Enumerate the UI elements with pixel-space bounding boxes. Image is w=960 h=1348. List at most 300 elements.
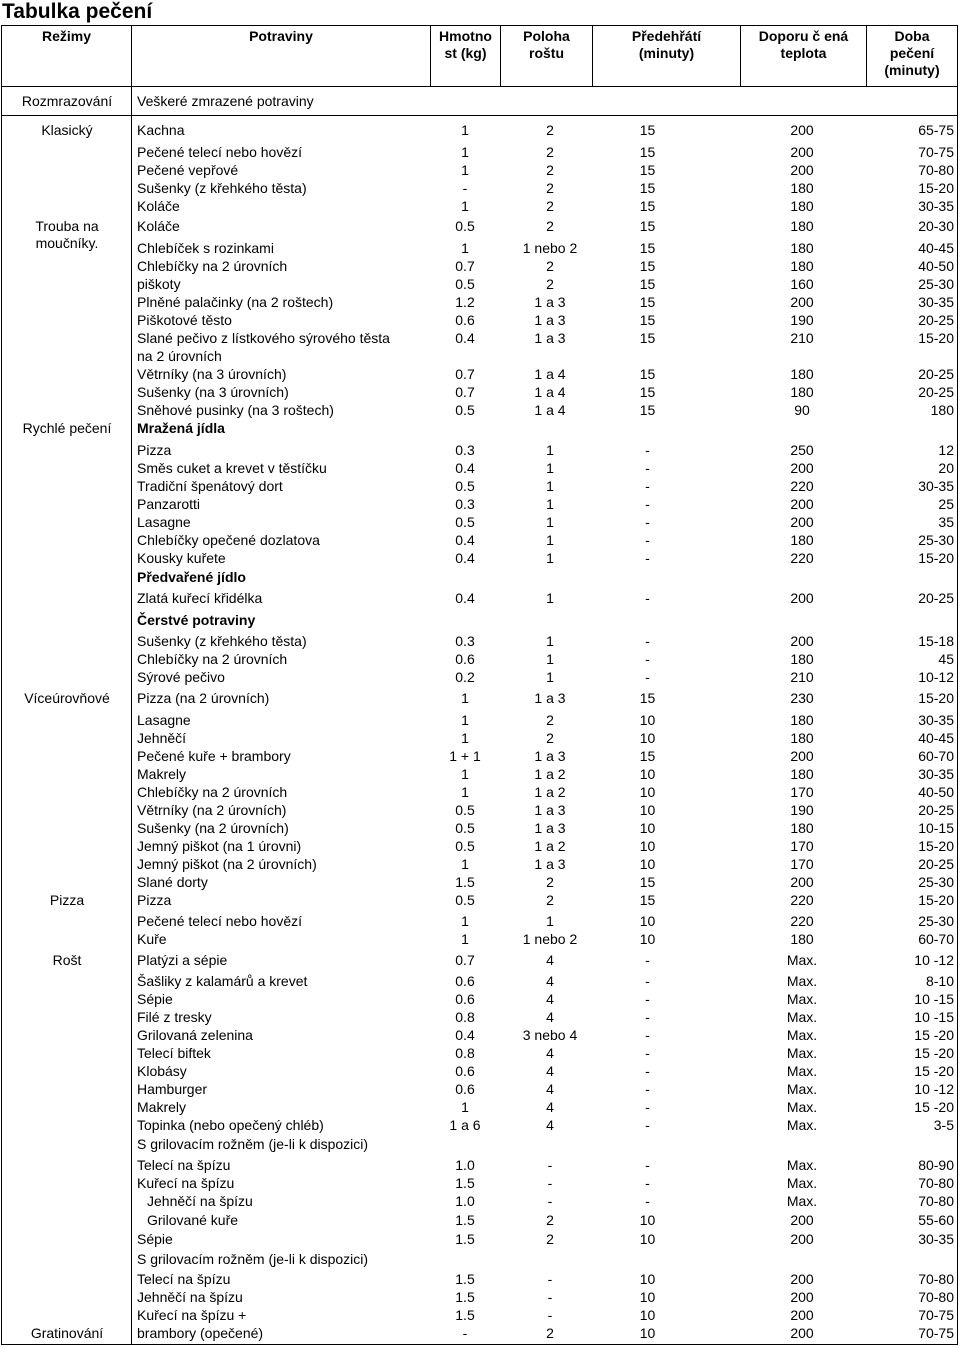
temp-value: 170 bbox=[790, 856, 814, 872]
position-value: 2 bbox=[546, 276, 554, 292]
weight-value: 1.0 bbox=[455, 1157, 475, 1173]
weight-value: 1 a 6 bbox=[449, 1117, 481, 1133]
food-name: Chlebíček s rozinkami bbox=[137, 240, 274, 256]
food-name: Kousky kuřete bbox=[137, 550, 226, 566]
position-value: 2 bbox=[546, 1231, 554, 1247]
weight-value: 1.5 bbox=[455, 1271, 475, 1287]
weight-value: 0.3 bbox=[455, 442, 475, 458]
position-value: 1 a 3 bbox=[534, 748, 566, 764]
preheat-value: 10 bbox=[639, 838, 656, 854]
table-row bbox=[0, 766, 960, 783]
table-row bbox=[0, 198, 960, 215]
time-value: 10 -12 bbox=[914, 1081, 954, 1097]
food-name: Telecí na špízu bbox=[137, 1271, 231, 1287]
weight-value: 0.6 bbox=[455, 1063, 475, 1079]
position-value: 4 bbox=[546, 991, 554, 1007]
temp-value: 200 bbox=[790, 1231, 814, 1247]
food-name: brambory (opečené) bbox=[137, 1325, 264, 1341]
food-name: Klobásy bbox=[137, 1063, 187, 1079]
time-value: 25 bbox=[938, 496, 954, 512]
food-name: Lasagne bbox=[137, 514, 191, 530]
food-name: Větrníky (na 3 úrovních) bbox=[137, 366, 287, 382]
weight-value: 1 bbox=[461, 712, 469, 728]
table-row bbox=[0, 514, 960, 531]
temp-value: 180 bbox=[790, 712, 814, 728]
time-value: 15 -20 bbox=[914, 1027, 954, 1043]
preheat-value: 10 bbox=[639, 856, 656, 872]
temp-value: 180 bbox=[790, 198, 814, 214]
header-temp: Doporu č ená teplota bbox=[758, 28, 849, 61]
weight-value: 0.8 bbox=[455, 1045, 475, 1061]
weight-value: 0.4 bbox=[455, 330, 475, 346]
position-value: 4 bbox=[546, 1099, 554, 1115]
time-value: 20-25 bbox=[918, 856, 954, 872]
position-value: 1 a 3 bbox=[534, 294, 566, 310]
table-row bbox=[0, 892, 960, 909]
table-row bbox=[0, 1117, 960, 1134]
time-value: 10 -15 bbox=[914, 1009, 954, 1025]
time-value: 10 -15 bbox=[914, 991, 954, 1007]
temp-value: 180 bbox=[790, 651, 814, 667]
table-row bbox=[0, 690, 960, 707]
weight-value: 0.6 bbox=[455, 312, 475, 328]
time-value: 15-20 bbox=[918, 892, 954, 908]
header-position: Poloha roštu bbox=[523, 28, 570, 61]
table-row bbox=[0, 1289, 960, 1306]
food-name: Grilované kuře bbox=[147, 1212, 239, 1228]
weight-value: 1 + 1 bbox=[449, 748, 481, 764]
preheat-value: 10 bbox=[639, 730, 656, 746]
table-row bbox=[0, 442, 960, 459]
temp-value: 180 bbox=[790, 730, 814, 746]
position-value: - bbox=[547, 1307, 553, 1323]
preheat-value: - bbox=[645, 952, 650, 968]
food-name: Sýrové pečivo bbox=[137, 669, 225, 685]
mode-gratin: Gratinování bbox=[30, 1325, 104, 1341]
table-row bbox=[0, 820, 960, 837]
food-name: Zlatá kuřecí křidélka bbox=[137, 590, 263, 606]
time-value: 35 bbox=[938, 514, 954, 530]
weight-value: 0.4 bbox=[455, 460, 475, 476]
food-name: Pečené kuře + brambory bbox=[137, 748, 291, 764]
weight-value: 0.6 bbox=[455, 651, 475, 667]
temp-value: 170 bbox=[790, 838, 814, 854]
food-name: Lasagne bbox=[137, 712, 191, 728]
header-time: Doba pečení (minuty) bbox=[884, 28, 940, 78]
preheat-value: 10 bbox=[639, 784, 656, 800]
temp-value: Max. bbox=[786, 973, 818, 989]
time-value: 40-50 bbox=[918, 784, 954, 800]
time-value: 25-30 bbox=[918, 913, 954, 929]
position-value: 1 a 3 bbox=[534, 330, 566, 346]
position-value: - bbox=[547, 1157, 553, 1173]
table-row bbox=[0, 973, 960, 990]
food-name: Sněhové pusinky (na 3 roštech) bbox=[137, 402, 334, 418]
temp-value: 200 bbox=[790, 1307, 814, 1323]
temp-value: 180 bbox=[790, 384, 814, 400]
temp-value: 180 bbox=[790, 820, 814, 836]
table-row bbox=[0, 144, 960, 161]
weight-value: 0.5 bbox=[455, 838, 475, 854]
weight-value: 0.7 bbox=[455, 384, 475, 400]
temp-value: 180 bbox=[790, 240, 814, 256]
position-value: 4 bbox=[546, 1081, 554, 1097]
table-row bbox=[0, 478, 960, 495]
time-value: 70-80 bbox=[918, 1175, 954, 1191]
temp-value: 200 bbox=[790, 633, 814, 649]
temp-value: 210 bbox=[790, 330, 814, 346]
food-continuation: na 2 úrovních bbox=[137, 348, 222, 364]
weight-value: 1.0 bbox=[455, 1193, 475, 1209]
position-value: 1 a 4 bbox=[534, 366, 566, 382]
subheading-fresh: Čerstvé potraviny bbox=[137, 612, 256, 628]
food-name: Piškotové těsto bbox=[137, 312, 232, 328]
preheat-value: 10 bbox=[639, 766, 656, 782]
time-value: 30-35 bbox=[918, 712, 954, 728]
weight-value: 0.7 bbox=[455, 258, 475, 274]
table-row bbox=[0, 1063, 960, 1080]
preheat-value: 10 bbox=[639, 1212, 656, 1228]
table-row bbox=[0, 913, 960, 930]
position-value: 1 a 2 bbox=[534, 766, 566, 782]
subheading-spit: S grilovacím rožněm (je-li k dispozici) bbox=[137, 1136, 369, 1152]
preheat-value: 15 bbox=[639, 748, 656, 764]
preheat-value: 10 bbox=[639, 1289, 656, 1305]
temp-value: Max. bbox=[786, 1117, 818, 1133]
position-value: 1 nebo 2 bbox=[522, 931, 578, 947]
weight-value: 1 bbox=[461, 766, 469, 782]
preheat-value: - bbox=[645, 1193, 650, 1209]
preheat-value: - bbox=[645, 669, 650, 685]
temp-value: Max. bbox=[786, 952, 818, 968]
food-name: Pizza bbox=[137, 892, 172, 908]
position-value: 1 bbox=[546, 669, 554, 685]
temp-value: 220 bbox=[790, 478, 814, 494]
food-name: Jehněčí na špízu bbox=[147, 1193, 253, 1209]
table-row bbox=[0, 730, 960, 747]
weight-value: 0.3 bbox=[455, 633, 475, 649]
temp-value: 180 bbox=[790, 258, 814, 274]
preheat-value: - bbox=[645, 1045, 650, 1061]
header-mode: Režimy bbox=[41, 28, 92, 44]
position-value: 1 nebo 2 bbox=[522, 240, 578, 256]
temp-value: 190 bbox=[790, 312, 814, 328]
time-value: 10 -12 bbox=[914, 952, 954, 968]
table-row bbox=[0, 838, 960, 855]
table-row bbox=[0, 258, 960, 275]
weight-value: 1.5 bbox=[455, 1175, 475, 1191]
position-value: 4 bbox=[546, 1063, 554, 1079]
position-value: 1 bbox=[546, 478, 554, 494]
weight-value: 1 bbox=[461, 144, 469, 160]
weight-value: 1.5 bbox=[455, 1231, 475, 1247]
position-value: - bbox=[547, 1175, 553, 1191]
position-value: - bbox=[547, 1271, 553, 1287]
position-value: 1 a 3 bbox=[534, 312, 566, 328]
food-name: Chlebíčky na 2 úrovních bbox=[137, 784, 288, 800]
food-name: Sušenky (z křehkého těsta) bbox=[137, 633, 307, 649]
position-value: 2 bbox=[546, 1325, 554, 1341]
table-row bbox=[0, 1009, 960, 1026]
position-value: 2 bbox=[546, 144, 554, 160]
time-value: 55-60 bbox=[918, 1212, 954, 1228]
position-value: 1 bbox=[546, 442, 554, 458]
food-name: Sépie bbox=[137, 991, 173, 1007]
temp-value: 200 bbox=[790, 748, 814, 764]
weight-value: 0.5 bbox=[455, 276, 475, 292]
table-row bbox=[0, 952, 960, 969]
temp-value: 200 bbox=[790, 1289, 814, 1305]
time-value: 20-25 bbox=[918, 590, 954, 606]
time-value: 15-20 bbox=[918, 550, 954, 566]
table-row bbox=[0, 550, 960, 567]
table-row bbox=[0, 1307, 960, 1324]
table-row bbox=[0, 1175, 960, 1192]
temp-value: 220 bbox=[790, 913, 814, 929]
table-row bbox=[0, 1157, 960, 1174]
food-name: Pečené telecí nebo hovězí bbox=[137, 913, 303, 929]
weight-value: 1.5 bbox=[455, 1212, 475, 1228]
food-name: Kuřecí na špízu + bbox=[137, 1307, 247, 1323]
food-name: Jemný piškot (na 2 úrovních) bbox=[137, 856, 317, 872]
time-value: 40-50 bbox=[918, 258, 954, 274]
time-value: 40-45 bbox=[918, 730, 954, 746]
header-rule bbox=[1, 86, 958, 87]
time-value: 30-35 bbox=[918, 478, 954, 494]
time-value: 8-10 bbox=[925, 973, 954, 989]
subheading-frozen: Mražená jídla bbox=[137, 420, 225, 436]
temp-value: 200 bbox=[790, 496, 814, 512]
preheat-value: - bbox=[645, 496, 650, 512]
table-row bbox=[0, 294, 960, 311]
temp-value: Max. bbox=[786, 1193, 818, 1209]
food-name: Topinka (nebo opečený chléb) bbox=[137, 1117, 324, 1133]
position-value: 2 bbox=[546, 122, 554, 138]
preheat-value: 15 bbox=[639, 366, 656, 382]
table-row bbox=[0, 1271, 960, 1288]
table-row bbox=[0, 218, 960, 235]
temp-value: 180 bbox=[790, 532, 814, 548]
position-value: 2 bbox=[546, 258, 554, 274]
position-value: 1 a 3 bbox=[534, 856, 566, 872]
preheat-value: 15 bbox=[639, 690, 656, 706]
food-name: Koláče bbox=[137, 198, 180, 214]
weight-value: 1.2 bbox=[455, 294, 475, 310]
weight-value: 0.5 bbox=[455, 478, 475, 494]
time-value: 10-15 bbox=[918, 820, 954, 836]
weight-value: 1 bbox=[461, 162, 469, 178]
weight-value: 1 bbox=[461, 122, 469, 138]
position-value: - bbox=[547, 1193, 553, 1209]
preheat-value: 15 bbox=[639, 874, 656, 890]
preheat-value: - bbox=[645, 532, 650, 548]
table-row bbox=[0, 460, 960, 477]
temp-value: 220 bbox=[790, 892, 814, 908]
time-value: 30-35 bbox=[918, 1231, 954, 1247]
position-value: 1 bbox=[546, 496, 554, 512]
preheat-value: - bbox=[645, 991, 650, 1007]
table-row bbox=[0, 1193, 960, 1210]
table-row bbox=[0, 590, 960, 607]
temp-value: Max. bbox=[786, 1175, 818, 1191]
preheat-value: - bbox=[645, 1027, 650, 1043]
temp-value: 210 bbox=[790, 669, 814, 685]
temp-value: 200 bbox=[790, 144, 814, 160]
time-value: 70-80 bbox=[918, 1271, 954, 1287]
temp-value: 230 bbox=[790, 690, 814, 706]
temp-value: 200 bbox=[790, 1325, 814, 1341]
position-value: 1 a 4 bbox=[534, 384, 566, 400]
preheat-value: - bbox=[645, 460, 650, 476]
weight-value: 0.4 bbox=[455, 550, 475, 566]
table-row bbox=[0, 856, 960, 873]
preheat-value: - bbox=[645, 1157, 650, 1173]
table-row bbox=[0, 496, 960, 513]
time-value: 12 bbox=[938, 442, 954, 458]
temp-value: 160 bbox=[790, 276, 814, 292]
time-value: 180 bbox=[930, 402, 954, 418]
mode-defrost: Rozmrazování bbox=[21, 93, 113, 109]
temp-value: Max. bbox=[786, 1009, 818, 1025]
food-name: Sušenky (z křehkého těsta) bbox=[137, 180, 307, 196]
table-row bbox=[0, 532, 960, 549]
time-value: 45 bbox=[938, 651, 954, 667]
weight-value: 1 bbox=[461, 198, 469, 214]
food-name: Hamburger bbox=[137, 1081, 208, 1097]
time-value: 70-75 bbox=[918, 144, 954, 160]
position-value: 1 bbox=[546, 633, 554, 649]
time-value: 70-75 bbox=[918, 1325, 954, 1341]
food-name: Kuřecí na špízu bbox=[137, 1175, 235, 1191]
table-row bbox=[0, 384, 960, 401]
food-name: Panzarotti bbox=[137, 496, 201, 512]
time-value: 30-35 bbox=[918, 766, 954, 782]
weight-value: - bbox=[462, 1325, 468, 1341]
temp-value: 180 bbox=[790, 766, 814, 782]
weight-value: 1 bbox=[461, 1099, 469, 1115]
table-row bbox=[0, 748, 960, 765]
weight-value: 0.5 bbox=[455, 802, 475, 818]
temp-value: Max. bbox=[786, 991, 818, 1007]
time-value: 40-45 bbox=[918, 240, 954, 256]
temp-value: 180 bbox=[790, 218, 814, 234]
time-value: 70-80 bbox=[918, 162, 954, 178]
preheat-value: - bbox=[645, 1117, 650, 1133]
time-value: 25-30 bbox=[918, 276, 954, 292]
weight-value: 0.7 bbox=[455, 366, 475, 382]
time-value: 15-20 bbox=[918, 180, 954, 196]
position-value: 1 a 2 bbox=[534, 784, 566, 800]
weight-value: 0.5 bbox=[455, 892, 475, 908]
temp-value: 200 bbox=[790, 122, 814, 138]
preheat-value: 10 bbox=[639, 712, 656, 728]
temp-value: Max. bbox=[786, 1099, 818, 1115]
position-value: 2 bbox=[546, 180, 554, 196]
food-name: Kachna bbox=[137, 122, 185, 138]
weight-value: - bbox=[462, 180, 468, 196]
food-name: Slané dorty bbox=[137, 874, 208, 890]
temp-value: 170 bbox=[790, 784, 814, 800]
subheading-spit: S grilovacím rožněm (je-li k dispozici) bbox=[137, 1251, 369, 1267]
table-row bbox=[0, 1027, 960, 1044]
position-value: 2 bbox=[546, 162, 554, 178]
temp-value: Max. bbox=[786, 1063, 818, 1079]
time-value: 20-25 bbox=[918, 802, 954, 818]
table-row bbox=[0, 633, 960, 650]
preheat-value: 15 bbox=[639, 162, 656, 178]
weight-value: 0.2 bbox=[455, 669, 475, 685]
position-value: 1 bbox=[546, 532, 554, 548]
weight-value: 0.5 bbox=[455, 402, 475, 418]
time-value: 80-90 bbox=[918, 1157, 954, 1173]
temp-value: Max. bbox=[786, 1027, 818, 1043]
time-value: 10-12 bbox=[918, 669, 954, 685]
section-rule bbox=[1, 115, 958, 116]
table-row bbox=[0, 1045, 960, 1062]
temp-value: 200 bbox=[790, 514, 814, 530]
preheat-value: 15 bbox=[639, 276, 656, 292]
weight-value: 1 bbox=[461, 240, 469, 256]
preheat-value: - bbox=[645, 1099, 650, 1115]
preheat-value: - bbox=[645, 550, 650, 566]
weight-value: 1 bbox=[461, 784, 469, 800]
preheat-value: 15 bbox=[639, 258, 656, 274]
temp-value: 200 bbox=[790, 162, 814, 178]
temp-value: 250 bbox=[790, 442, 814, 458]
preheat-value: - bbox=[645, 514, 650, 530]
weight-value: 1 bbox=[461, 730, 469, 746]
mode-pizza: Pizza bbox=[49, 892, 85, 908]
time-value: 30-35 bbox=[918, 294, 954, 310]
time-value: 15-18 bbox=[918, 633, 954, 649]
table-row bbox=[0, 651, 960, 668]
position-value: 2 bbox=[546, 1212, 554, 1228]
preheat-value: 15 bbox=[639, 218, 656, 234]
food-name: Kuře bbox=[137, 931, 167, 947]
food-name: Pečené vepřové bbox=[137, 162, 239, 178]
food-name: Tradiční špenátový dort bbox=[137, 478, 283, 494]
position-value: 2 bbox=[546, 892, 554, 908]
defrost-food: Veškeré zmrazené potraviny bbox=[137, 93, 314, 109]
preheat-value: 10 bbox=[639, 820, 656, 836]
mode-pastry: Trouba na moučníky. bbox=[35, 218, 99, 251]
time-value: 25-30 bbox=[918, 532, 954, 548]
time-value: 60-70 bbox=[918, 748, 954, 764]
weight-value: 1.5 bbox=[455, 874, 475, 890]
preheat-value: - bbox=[645, 633, 650, 649]
temp-value: 90 bbox=[794, 402, 810, 418]
time-value: 20 bbox=[938, 460, 954, 476]
weight-value: 1 bbox=[461, 913, 469, 929]
weight-value: 0.3 bbox=[455, 496, 475, 512]
position-value: 2 bbox=[546, 712, 554, 728]
weight-value: 1 bbox=[461, 690, 469, 706]
temp-value: 180 bbox=[790, 180, 814, 196]
position-value: 1 a 3 bbox=[534, 820, 566, 836]
weight-value: 0.4 bbox=[455, 590, 475, 606]
preheat-value: - bbox=[645, 1009, 650, 1025]
table-row bbox=[0, 402, 960, 419]
table-row bbox=[0, 122, 960, 139]
temp-value: 190 bbox=[790, 802, 814, 818]
temp-value: 200 bbox=[790, 294, 814, 310]
preheat-value: - bbox=[645, 478, 650, 494]
table-row bbox=[0, 931, 960, 948]
preheat-value: 15 bbox=[639, 402, 656, 418]
mode-multilevel: Víceúrovňové bbox=[24, 690, 110, 706]
header-weight: Hmotno st (kg) bbox=[439, 28, 492, 61]
temp-value: 180 bbox=[790, 366, 814, 382]
